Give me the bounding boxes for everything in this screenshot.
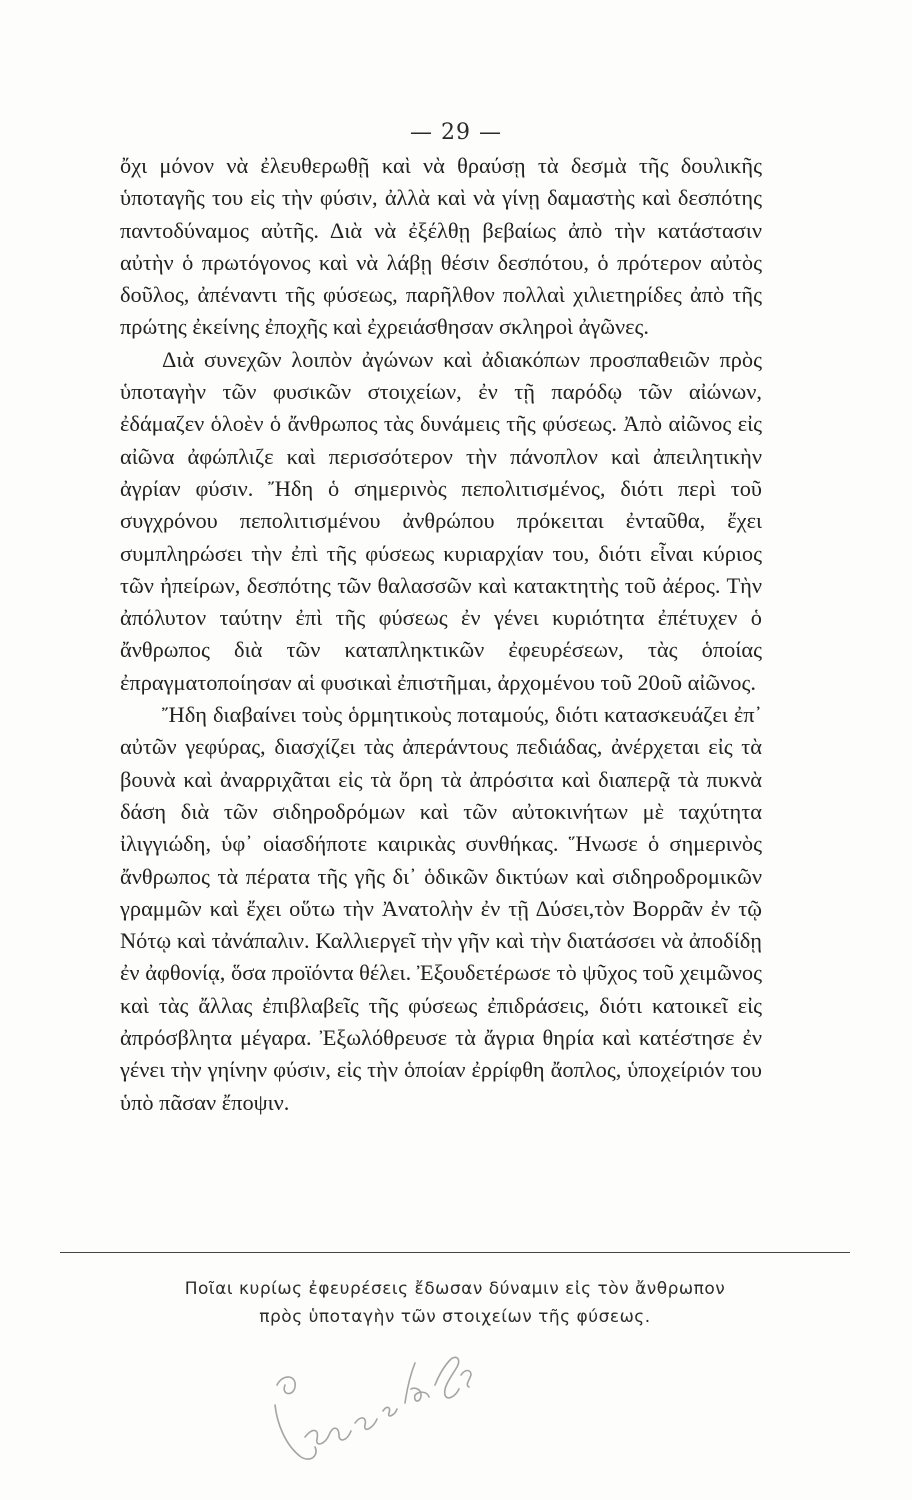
page-number: — 29 — — [410, 120, 502, 145]
scribble-stroke — [405, 1363, 429, 1403]
footnote-line-2: πρὸς ὑποταγὴν τῶν στοιχείων τῆς φύσεως. — [259, 1307, 651, 1327]
scribble-stroke — [383, 1407, 397, 1416]
footnote-question — [60, 1275, 850, 1331]
scribble-stroke — [305, 1428, 351, 1444]
scribble-stroke — [435, 1357, 459, 1397]
pencil-scribble-icon — [265, 1345, 495, 1475]
paragraph-2: Διὰ συνεχῶν λοιπὸν ἀγώνων καὶ ἀδιακόπων προσπαθειῶν πρὸς ὑποταγὴν τῶν φυσικῶν στοιχείων, ἐν τῇ παρόδῳ τῶν αἰώνων, ἐδάμαζεν ὁλοὲν ὁ ἄνθρωπος τὰς δυνάμεις τῆς φύσεως. Ἀπὸ αἰῶνος εἰς αἰῶνα ἀφώπλιζε καὶ περισσότερον τὴν πάνοπλον καὶ ἀπειλητικὴν ἀγρίαν φύσιν. Ἤδη ὁ σημερινὸς πεπολιτισμένος, διότι περὶ τοῦ συγχρόνου πεπολιτισμένου ἀνθρώπου πρόκειται ἐνταῦθα, ἔχει συμπληρώσει τὴν ἐπὶ τῆς φύσεως κυριαρχίαν του, διότι εἶναι κύριος τῶν ἠπείρων, δεσπότης τῶν θαλασσῶν καὶ κατακτητὴς τοῦ ἀέρος. Τὴν ἀπόλυτον ταύτην ἐπὶ τῆς φύσεως ἐν γένει κυριότητα ἐπέτυχεν ὁ ἄνθρωπος διὰ τῶν καταπληκτικῶν ἐφευρέσεων, τὰς ὁποίας ἐπραγματοποίησαν αἱ φυσικαὶ ἐπιστῆμαι, ἀρχομένου τοῦ 20οῦ αἰῶνος. — [120, 346, 762, 695]
scribble-stroke — [461, 1371, 471, 1388]
footnote-divider — [60, 1252, 850, 1253]
footnote-line-1: Ποῖαι κυρίως ἐφευρέσεις ἔδωσαν δύναμιν εἰς τὸν ἄνθρωπον — [184, 1279, 726, 1299]
main-text — [120, 150, 762, 1119]
paragraph-3: Ἤδη διαβαίνει τοὺς ὁρμητικοὺς ποταμούς, διότι κατασκευάζει ἐπ᾽ αὐτῶν γεφύρας, διασχίζει τὰς ἀπεράντους πεδιάδας, ἀνέρχεται εἰς τὰ βουνὰ καὶ ἀναρριχᾶται εἰς τὰ ὄρη τὰ ἀπρόσιτα καὶ διαπερᾷ τὰ πυκνὰ δάση διὰ τῶν σιδηροδρόμων καὶ τῶν αὐτοκινήτων μὲ ταχύτητα ἰλιγγιώδη, ὑφ᾽ οἱασδήποτε καιρικὰς συνθήκας. Ἥνωσε ὁ σημερινὸς ἄνθρωπος τὰ πέρατα τῆς γῆς δι᾽ ὁδικῶν δικτύων καὶ σιδηροδρομικῶν γραμμῶν καὶ ἔχει οὕτω τὴν Ἀνατολὴν ἐν τῇ Δύσει,τὸν Βορρᾶν ἐν τῷ Νότῳ καὶ τἀνάπαλιν. Καλλιεργεῖ τὴν γῆν καὶ τὴν διατάσσει νὰ ἀποδίδῃ ἐν ἀφθονίᾳ, ὅσα προϊόντα θέλει. Ἐξουδετέρωσε τὸ ψῦχος τοῦ χειμῶνος καὶ τὰς ἄλλας ἐπιβλαβεῖς τῆς φύσεως ἐπιδράσεις, διότι κατοικεῖ εἰς ἀπρόσβλητα μέγαρα. Ἐξωλόθρευσε τὰ ἄγρια θηρία καὶ κατέστησε ἐν γένει τὴν γηίνην φύσιν, εἰς τὴν ὁποίαν ἐρρίφθη ἄοπλος, ὑποχείριόν του ὑπὸ πᾶσαν ἔποψιν. — [120, 702, 762, 1115]
scribble-stroke — [355, 1418, 377, 1429]
scribble-stroke — [277, 1377, 295, 1394]
paragraph-1: ὄχι μόνον νὰ ἐλευθερωθῇ καὶ νὰ θραύσῃ τὰ δεσμὰ τῆς δουλικῆς ὑποταγῆς του εἰς τὴν φύσιν, ἀλλὰ καὶ νὰ γίνῃ δαμαστὴς καὶ δεσπότης παντοδύναμος αὐτῆς. Διὰ νὰ ἐξέλθῃ βεβαίως ἀπὸ τὴν κατάστασιν αὐτὴν ὁ πρωτόγονος καὶ νὰ λάβῃ θέσιν δεσπότου, ὁ πρότερον αὐτὸς δοῦλος, ἀπέναντι τῆς φύσεως, παρῆλθον πολλαὶ χιλιετηρίδες ἀπὸ τῆς πρώτης ἐκείνης ἐποχῆς καὶ ἐχρειάσθησαν σκληροὶ ἀγῶνες. — [120, 153, 762, 340]
